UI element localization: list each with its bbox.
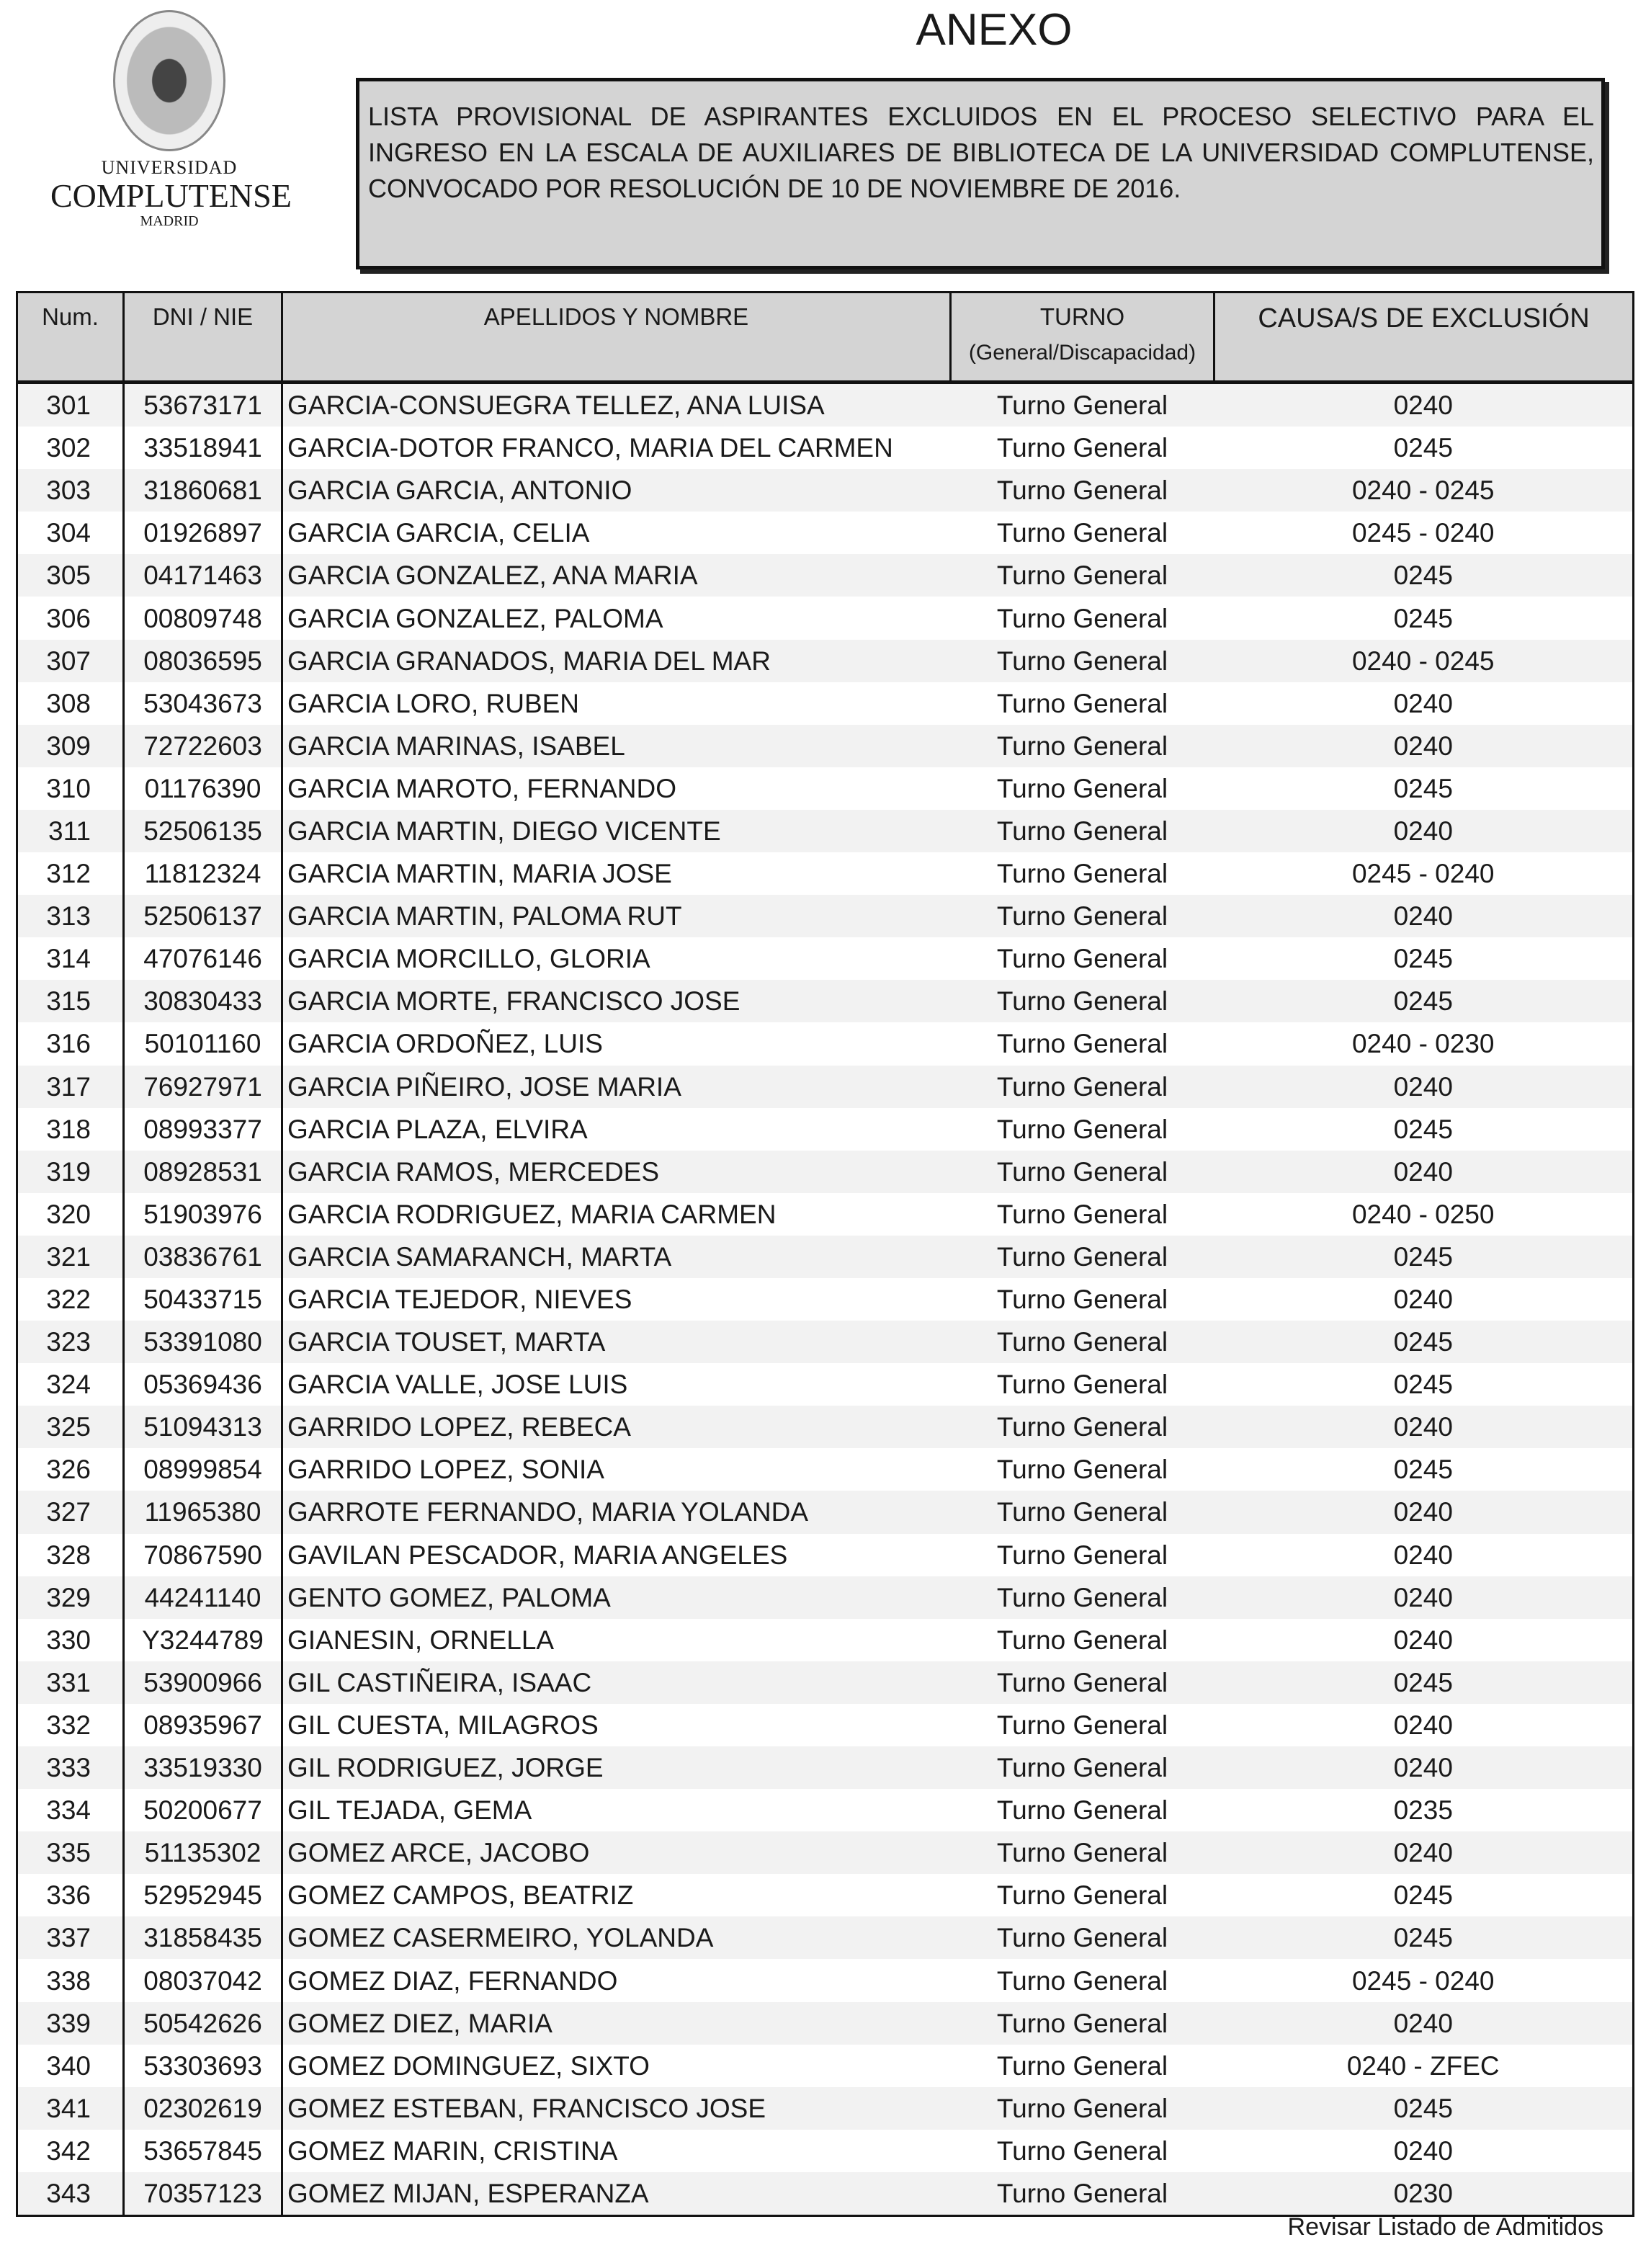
cell-turno: Turno General xyxy=(996,1370,1168,1400)
cell-turno: Turno General xyxy=(951,1491,1214,1533)
cell-turno: Turno General xyxy=(996,1710,1168,1740)
cell-turno: Turno General xyxy=(951,469,1214,512)
table-row xyxy=(17,937,1634,980)
cell-turno: Turno General xyxy=(996,603,1168,633)
cell-name: GARCIA MAROTO, FERNANDO xyxy=(287,773,676,803)
cell-num: 335 xyxy=(17,1831,124,1874)
cell-name: GOMEZ DOMINGUEZ, SIXTO xyxy=(287,2050,650,2081)
cell-num: 337 xyxy=(17,1916,124,1959)
cell-dni: 02302619 xyxy=(124,2087,282,2130)
cell-causa: 0245 xyxy=(1393,1370,1453,1400)
cell-causa: 0245 xyxy=(1214,2087,1634,2130)
cell-num: 334 xyxy=(17,1789,124,1831)
cell-num: 307 xyxy=(17,640,124,682)
cell-num: 342 xyxy=(17,2130,124,2172)
table-row xyxy=(17,1661,1634,1704)
cell-num: 313 xyxy=(17,895,124,937)
table-row xyxy=(17,512,1634,554)
cell-name: GARCIA SAMARANCH, MARTA xyxy=(282,1236,951,1278)
cell-dni: 11965380 xyxy=(124,1491,282,1533)
cell-dni: 08999854 xyxy=(124,1448,282,1491)
cell-num: 330 xyxy=(17,1619,124,1661)
cell-num: 303 xyxy=(17,469,124,512)
cell-name: GARRIDO LOPEZ, SONIA xyxy=(287,1455,604,1485)
cell-dni: 08928531 xyxy=(124,1151,282,1193)
cell-name: GIL RODRIGUEZ, JORGE xyxy=(282,1746,951,1789)
cell-turno: Turno General xyxy=(996,1114,1168,1144)
cell-dni: 44241140 xyxy=(124,1576,282,1619)
university-logo xyxy=(50,10,292,229)
table-row xyxy=(17,1789,1634,1831)
cell-turno: Turno General xyxy=(951,1916,1214,1959)
cell-turno: Turno General xyxy=(996,1540,1168,1570)
cell-name: GOMEZ ESTEBAN, FRANCISCO JOSE xyxy=(282,2087,951,2130)
cell-name: GARCIA GRANADOS, MARIA DEL MAR xyxy=(282,640,951,682)
cell-dni: 47076146 xyxy=(124,937,282,980)
cell-turno: Turno General xyxy=(951,554,1214,597)
cell-dni: 52952945 xyxy=(124,1874,282,1916)
cell-causa: 0240 xyxy=(1214,1746,1634,1789)
cell-dni: 33519330 xyxy=(124,1746,282,1789)
table-row xyxy=(17,682,1634,725)
logo-line-3: MADRID xyxy=(140,213,199,229)
cell-name: GIANESIN, ORNELLA xyxy=(287,1625,555,1655)
table-row xyxy=(17,1022,1634,1065)
cell-causa: 0245 xyxy=(1393,603,1453,633)
cell-dni: 52506135 xyxy=(124,810,282,852)
table-row xyxy=(17,852,1634,895)
cell-causa: 0245 - 0240 xyxy=(1351,518,1495,548)
cell-num: 305 xyxy=(17,554,124,597)
footer-note: Revisar Listado de Admitidos xyxy=(1287,2213,1603,2241)
cell-num: 308 xyxy=(17,682,124,725)
cell-causa: 0240 xyxy=(1214,1151,1634,1193)
cell-dni: 50433715 xyxy=(124,1278,282,1321)
table-row xyxy=(17,1193,1634,1236)
cell-num: 322 xyxy=(17,1278,124,1321)
table-row xyxy=(17,1831,1634,1874)
cell-name: GARCIA TEJEDOR, NIEVES xyxy=(287,1285,632,1315)
cell-num: 338 xyxy=(17,1959,124,2001)
table-row xyxy=(17,1874,1634,1916)
table-row xyxy=(17,1491,1634,1533)
cell-name: GOMEZ CAMPOS, BEATRIZ xyxy=(287,1880,634,1911)
table-row xyxy=(17,2002,1634,2045)
cell-turno: Turno General xyxy=(951,1746,1214,1789)
cell-dni: 08037042 xyxy=(124,1959,282,2001)
table-row xyxy=(17,427,1634,469)
cell-causa: 0245 xyxy=(1393,433,1453,463)
cell-dni: 70867590 xyxy=(124,1534,282,1576)
table-row xyxy=(17,1916,1634,1959)
cell-num: 340 xyxy=(17,2045,124,2087)
cell-dni: 33518941 xyxy=(124,427,282,469)
table-row xyxy=(17,895,1634,937)
cell-dni: 72722603 xyxy=(124,725,282,767)
cell-num: 301 xyxy=(17,383,124,427)
cell-causa: 0245 xyxy=(1393,1455,1453,1485)
cell-causa: 0245 xyxy=(1214,980,1634,1022)
table-row xyxy=(17,383,1634,427)
cell-causa: 0240 xyxy=(1214,895,1634,937)
cell-name: GARCIA RODRIGUEZ, MARIA CARMEN xyxy=(287,1199,777,1229)
cell-causa: 0240 - ZFEC xyxy=(1346,2050,1500,2081)
cell-num: 319 xyxy=(17,1151,124,1193)
cell-dni: 53043673 xyxy=(124,682,282,725)
cell-causa: 0245 xyxy=(1214,1916,1634,1959)
cell-turno: Turno General xyxy=(951,2087,1214,2130)
cell-num: 343 xyxy=(17,2172,124,2216)
table-row xyxy=(17,1619,1634,1661)
cell-dni: 53391080 xyxy=(124,1321,282,1363)
title-box-text: LISTA PROVISIONAL DE ASPIRANTES EXCLUIDOS EN EL PROCESO SELECTIVO PARA EL INGRESO EN LA ESCALA DE AUXILIARES DE BIBLIOTECA DE LA UNIVERSIDAD COMPLUTENSE, CONVOCADO POR RESOLUCIÓN DE 10 DE NOVIEMBRE DE 2016. xyxy=(368,102,1594,203)
cell-name: GOMEZ DIAZ, FERNANDO xyxy=(287,1965,618,1996)
table-row xyxy=(17,1108,1634,1151)
cell-name: GARCIA TOUSET, MARTA xyxy=(282,1321,951,1363)
cell-dni: 50101160 xyxy=(124,1022,282,1065)
cell-turno: Turno General xyxy=(951,980,1214,1022)
cell-turno: Turno General xyxy=(951,1576,1214,1619)
cell-causa: 0230 xyxy=(1214,2172,1634,2216)
cell-dni: 30830433 xyxy=(124,980,282,1022)
table-row xyxy=(17,1704,1634,1746)
cell-turno: Turno General xyxy=(996,2050,1168,2081)
cell-num: 325 xyxy=(17,1406,124,1448)
table-row xyxy=(17,980,1634,1022)
cell-num: 333 xyxy=(17,1746,124,1789)
table-row xyxy=(17,640,1634,682)
table-row xyxy=(17,810,1634,852)
cell-causa: 0240 - 0245 xyxy=(1214,469,1634,512)
cell-turno: Turno General xyxy=(951,810,1214,852)
table-row xyxy=(17,597,1634,639)
cell-turno: Turno General xyxy=(951,1236,1214,1278)
cell-num: 321 xyxy=(17,1236,124,1278)
cell-dni: 51135302 xyxy=(124,1831,282,1874)
cell-name: GARCIA RAMOS, MERCEDES xyxy=(282,1151,951,1193)
cell-num: 329 xyxy=(17,1576,124,1619)
cell-num: 312 xyxy=(17,852,124,895)
table-row xyxy=(17,1236,1634,1278)
cell-name: GARCIA PLAZA, ELVIRA xyxy=(287,1114,588,1144)
table-row xyxy=(17,1321,1634,1363)
cell-causa: 0240 xyxy=(1214,2002,1634,2045)
header-num: Num. xyxy=(17,293,124,383)
cell-causa: 0240 xyxy=(1214,1066,1634,1108)
cell-causa: 0240 xyxy=(1214,725,1634,767)
cell-turno: Turno General xyxy=(951,2172,1214,2216)
table-row xyxy=(17,2172,1634,2216)
cell-name: GOMEZ MIJAN, ESPERANZA xyxy=(282,2172,951,2216)
table-row xyxy=(17,1534,1634,1576)
cell-num: 309 xyxy=(17,725,124,767)
cell-name: GARCIA MARTIN, DIEGO VICENTE xyxy=(282,810,951,852)
cell-name: GARCIA GONZALEZ, PALOMA xyxy=(287,603,663,633)
cell-num: 324 xyxy=(17,1363,124,1406)
table-row xyxy=(17,2045,1634,2087)
cell-turno: Turno General xyxy=(951,383,1214,427)
cell-num: 339 xyxy=(17,2002,124,2045)
cell-name: GARCIA MORTE, FRANCISCO JOSE xyxy=(282,980,951,1022)
table-row xyxy=(17,1746,1634,1789)
cell-turno: Turno General xyxy=(996,944,1168,974)
cell-dni: 08935967 xyxy=(124,1704,282,1746)
cell-causa: 0240 xyxy=(1393,1285,1453,1315)
cell-causa: 0235 xyxy=(1393,1795,1453,1826)
cell-causa: 0245 xyxy=(1393,773,1453,803)
cell-name: GARCIA MARINAS, ISABEL xyxy=(282,725,951,767)
cell-dni: 31860681 xyxy=(124,469,282,512)
cell-dni: 01926897 xyxy=(124,512,282,554)
cell-dni: 52506137 xyxy=(124,895,282,937)
title-box xyxy=(356,78,1605,269)
cell-num: 314 xyxy=(17,937,124,980)
cell-turno: Turno General xyxy=(951,725,1214,767)
cell-turno: Turno General xyxy=(996,1285,1168,1315)
cell-causa: 0240 xyxy=(1393,2135,1453,2166)
cell-causa: 0240 xyxy=(1214,383,1634,427)
cell-turno: Turno General xyxy=(951,1321,1214,1363)
cell-num: 327 xyxy=(17,1491,124,1533)
table-row xyxy=(17,1066,1634,1108)
cell-turno: Turno General xyxy=(951,2002,1214,2045)
cell-turno: Turno General xyxy=(996,1199,1168,1229)
table-row xyxy=(17,1576,1634,1619)
logo-line-2: COMPLUTENSE xyxy=(50,177,292,214)
cell-num: 302 xyxy=(17,427,124,469)
cell-name: GIL CUESTA, MILAGROS xyxy=(287,1710,599,1740)
cell-dni: 53657845 xyxy=(124,2130,282,2172)
page-title: ANEXO xyxy=(916,5,1073,55)
cell-name: GOMEZ CASERMEIRO, YOLANDA xyxy=(282,1916,951,1959)
cell-causa: 0240 xyxy=(1393,1625,1453,1655)
cell-num: 323 xyxy=(17,1321,124,1363)
cell-name: GIL TEJADA, GEMA xyxy=(287,1795,532,1826)
cell-dni: 50542626 xyxy=(124,2002,282,2045)
cell-name: GARCIA MORCILLO, GLORIA xyxy=(287,944,650,974)
cell-num: 315 xyxy=(17,980,124,1022)
cell-name: GARCIA GONZALEZ, ANA MARIA xyxy=(282,554,951,597)
cell-causa: 0240 xyxy=(1214,1491,1634,1533)
cell-dni: 51094313 xyxy=(124,1406,282,1448)
cell-causa: 0245 - 0240 xyxy=(1351,1965,1495,1996)
cell-num: 311 xyxy=(17,810,124,852)
cell-dni: 05369436 xyxy=(124,1363,282,1406)
cell-turno: Turno General xyxy=(951,640,1214,682)
cell-turno: Turno General xyxy=(996,1625,1168,1655)
cell-name: GARCIA MARTIN, MARIA JOSE xyxy=(287,859,672,889)
table-header-row xyxy=(17,293,1634,383)
cell-dni: 11812324 xyxy=(124,852,282,895)
cell-name: GARROTE FERNANDO, MARIA YOLANDA xyxy=(282,1491,951,1533)
cell-name: GENTO GOMEZ, PALOMA xyxy=(282,1576,951,1619)
header-name: APELLIDOS Y NOMBRE xyxy=(282,293,951,383)
cell-num: 331 xyxy=(17,1661,124,1704)
cell-turno: Turno General xyxy=(996,773,1168,803)
cell-causa: 0245 xyxy=(1214,1236,1634,1278)
cell-name: GOMEZ MARIN, CRISTINA xyxy=(287,2135,618,2166)
cell-causa: 0245 xyxy=(1393,944,1453,974)
cell-causa: 0240 xyxy=(1393,1710,1453,1740)
table-row xyxy=(17,1363,1634,1406)
cell-causa: 0245 xyxy=(1393,1880,1453,1911)
cell-turno: Turno General xyxy=(996,859,1168,889)
cell-turno: Turno General xyxy=(951,1406,1214,1448)
cell-dni: 53303693 xyxy=(124,2045,282,2087)
cell-dni: 76927971 xyxy=(124,1066,282,1108)
cell-num: 310 xyxy=(17,767,124,810)
cell-dni: 31858435 xyxy=(124,1916,282,1959)
cell-turno: Turno General xyxy=(996,1795,1168,1826)
cell-name: GOMEZ DIEZ, MARIA xyxy=(282,2002,951,2045)
cell-dni: 50200677 xyxy=(124,1789,282,1831)
cell-num: 306 xyxy=(17,597,124,639)
table-row xyxy=(17,767,1634,810)
cell-dni: 01176390 xyxy=(124,767,282,810)
table-row xyxy=(17,554,1634,597)
cell-num: 328 xyxy=(17,1534,124,1576)
cell-dni: 03836761 xyxy=(124,1236,282,1278)
table-row xyxy=(17,1278,1634,1321)
cell-num: 320 xyxy=(17,1193,124,1236)
cell-causa: 0245 xyxy=(1214,1661,1634,1704)
cell-dni: 53900966 xyxy=(124,1661,282,1704)
cell-turno: Turno General xyxy=(951,1831,1214,1874)
table-row xyxy=(17,1959,1634,2001)
cell-turno: Turno General xyxy=(996,518,1168,548)
cell-causa: 0240 xyxy=(1214,810,1634,852)
table-row xyxy=(17,1151,1634,1193)
cell-name: GARCIA GARCIA, ANTONIO xyxy=(282,469,951,512)
cell-dni: 04171463 xyxy=(124,554,282,597)
cell-causa: 0245 xyxy=(1393,1114,1453,1144)
cell-num: 332 xyxy=(17,1704,124,1746)
excluded-applicants-table xyxy=(16,291,1634,2217)
header-turno xyxy=(951,293,1214,383)
header-turno-sub: (General/Discapacidad) xyxy=(968,341,1196,365)
table-row xyxy=(17,1448,1634,1491)
cell-num: 317 xyxy=(17,1066,124,1108)
cell-dni: 08036595 xyxy=(124,640,282,682)
table-row xyxy=(17,1406,1634,1448)
cell-turno: Turno General xyxy=(951,1661,1214,1704)
cell-num: 318 xyxy=(17,1108,124,1151)
cell-dni: 51903976 xyxy=(124,1193,282,1236)
table-row xyxy=(17,469,1634,512)
cell-dni: Y3244789 xyxy=(124,1619,282,1661)
cell-name: GARCIA GARCIA, CELIA xyxy=(287,518,590,548)
cell-turno: Turno General xyxy=(996,1965,1168,1996)
table-row xyxy=(17,2130,1634,2172)
cell-name: GARCIA PIÑEIRO, JOSE MARIA xyxy=(282,1066,951,1108)
cell-name: GARCIA-CONSUEGRA TELLEZ, ANA LUISA xyxy=(282,383,951,427)
cell-turno: Turno General xyxy=(996,2135,1168,2166)
cell-name: GARCIA VALLE, JOSE LUIS xyxy=(287,1370,628,1400)
cell-causa: 0245 xyxy=(1214,1321,1634,1363)
cell-name: GARCIA LORO, RUBEN xyxy=(287,688,580,718)
header-causa: CAUSA/S DE EXCLUSIÓN xyxy=(1214,293,1634,383)
cell-name: GARCIA ORDOÑEZ, LUIS xyxy=(287,1029,603,1059)
cell-turno: Turno General xyxy=(951,1151,1214,1193)
cell-num: 326 xyxy=(17,1448,124,1491)
cell-causa: 0240 xyxy=(1393,688,1453,718)
header-turno-label: TURNO xyxy=(1039,303,1125,330)
cell-turno: Turno General xyxy=(996,688,1168,718)
cell-name: GARRIDO LOPEZ, REBECA xyxy=(282,1406,951,1448)
cell-turno: Turno General xyxy=(996,433,1168,463)
cell-causa: 0240 xyxy=(1214,1831,1634,1874)
cell-turno: Turno General xyxy=(951,1066,1214,1108)
cell-name: GARCIA MARTIN, PALOMA RUT xyxy=(282,895,951,937)
cell-name: GIL CASTIÑEIRA, ISAAC xyxy=(282,1661,951,1704)
cell-turno: Turno General xyxy=(996,1455,1168,1485)
cell-turno: Turno General xyxy=(996,1880,1168,1911)
cell-num: 336 xyxy=(17,1874,124,1916)
cell-turno: Turno General xyxy=(951,895,1214,937)
cell-name: GOMEZ ARCE, JACOBO xyxy=(282,1831,951,1874)
table-row xyxy=(17,2087,1634,2130)
cell-dni: 53673171 xyxy=(124,383,282,427)
cell-causa: 0240 xyxy=(1393,1540,1453,1570)
cell-causa: 0245 xyxy=(1214,554,1634,597)
header-dni: DNI / NIE xyxy=(124,293,282,383)
cell-num: 341 xyxy=(17,2087,124,2130)
logo-line-1: UNIVERSIDAD xyxy=(101,157,238,178)
cell-turno: Turno General xyxy=(996,1029,1168,1059)
cell-causa: 0240 - 0250 xyxy=(1351,1199,1495,1229)
cell-causa: 0245 - 0240 xyxy=(1351,859,1495,889)
cell-dni: 00809748 xyxy=(124,597,282,639)
cell-causa: 0240 xyxy=(1214,1406,1634,1448)
cell-name: GARCIA-DOTOR FRANCO, MARIA DEL CARMEN xyxy=(287,433,893,463)
cell-dni: 70357123 xyxy=(124,2172,282,2216)
cell-name: GAVILAN PESCADOR, MARIA ANGELES xyxy=(287,1540,788,1570)
cell-causa: 0240 xyxy=(1214,1576,1634,1619)
cell-num: 316 xyxy=(17,1022,124,1065)
cell-causa: 0240 - 0230 xyxy=(1351,1029,1495,1059)
table-row xyxy=(17,725,1634,767)
cell-causa: 0240 - 0245 xyxy=(1214,640,1634,682)
cell-dni: 08993377 xyxy=(124,1108,282,1151)
university-seal-icon xyxy=(113,10,225,151)
cell-num: 304 xyxy=(17,512,124,554)
